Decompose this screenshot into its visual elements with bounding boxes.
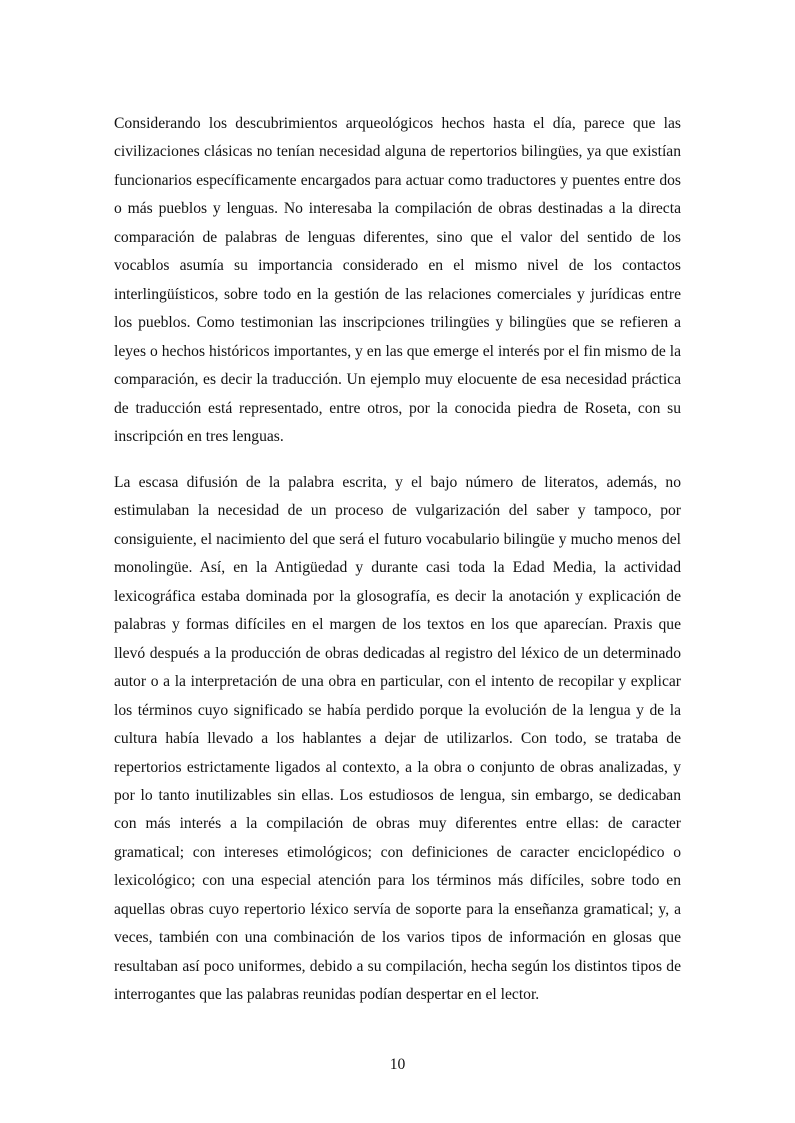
page-number: 10 [389,1056,406,1073]
body-paragraph-2: La escasa difusión de la palabra escrita, y el bajo número de literatos, además, no estimulaban la necesidad de un proceso de vulgarización del saber y tampoco, por consiguiente, el nacimiento del que será el futuro vocabulario bilingüe y mucho menos del monolingüe. Así, en la Antigüedad y durante casi toda la Edad Media, la actividad lexicográfica estaba dominada por la glosografía, es decir la anotación y explicación de palabras y formas difíciles en el margen de los textos en los que aparecían. Praxis que llevó después a la producción de obras dedicadas al registro del léxico de un determinado autor o a la interpretación de una obra en particular, con el intento de recopilar y explicar los términos cuyo significado se había perdido porque la evolución de la lengua y de la cultura había llevado a los hablantes a dejar de utilizarlos. Con todo, se trataba de repertorios estrictamente ligados al contexto, a la obra o conjunto de obras analizadas, y por lo tanto inutilizables sin ellas. Los estudiosos de lengua, sin embargo, se dedicaban con más interés a la compilación de obras muy diferentes entre ellas: de caracter gramatical; con intereses etimológicos; con definiciones de caracter enciclopédico o lexicológico; con una especial atención para los términos más difíciles, sobre todo en aquellas obras cuyo repertorio léxico servía de soporte para la enseñanza gramatical; y, a veces, también con una combinación de los varios tipos de información en glosas que resultaban así poco uniformes, debido a su compilación, hecha según los distintos tipos de interrogantes que las palabras reunidas podían despertar en el lector. [114,474,681,1004]
body-paragraph-1: Considerando los descubrimientos arqueológicos hechos hasta el día, parece que las civilizaciones clásicas no tenían necesidad alguna de repertorios bilingües, ya que existían funcionarios específicamente encargados para actuar como traductores y puentes entre dos o más pueblos y lenguas. No interesaba la compilación de obras destinadas a la directa comparación de palabras de lenguas diferentes, sino que el valor del sentido de los vocablos asumía su importancia considerado en el mismo nivel de los contactos interlingüísticos, sobre todo en la gestión de las relaciones comerciales y jurídicas entre los pueblos. Como testimonian las inscripciones trilingües y bilingües que se refieren a leyes o hechos históricos importantes, y en las que emerge el interés por el fin mismo de la comparación, es decir la traducción. Un ejemplo muy elocuente de esa necesidad práctica de traducción está representado, entre otros, por la conocida piedra de Roseta, con su inscripción en tres lenguas. [114,115,681,445]
